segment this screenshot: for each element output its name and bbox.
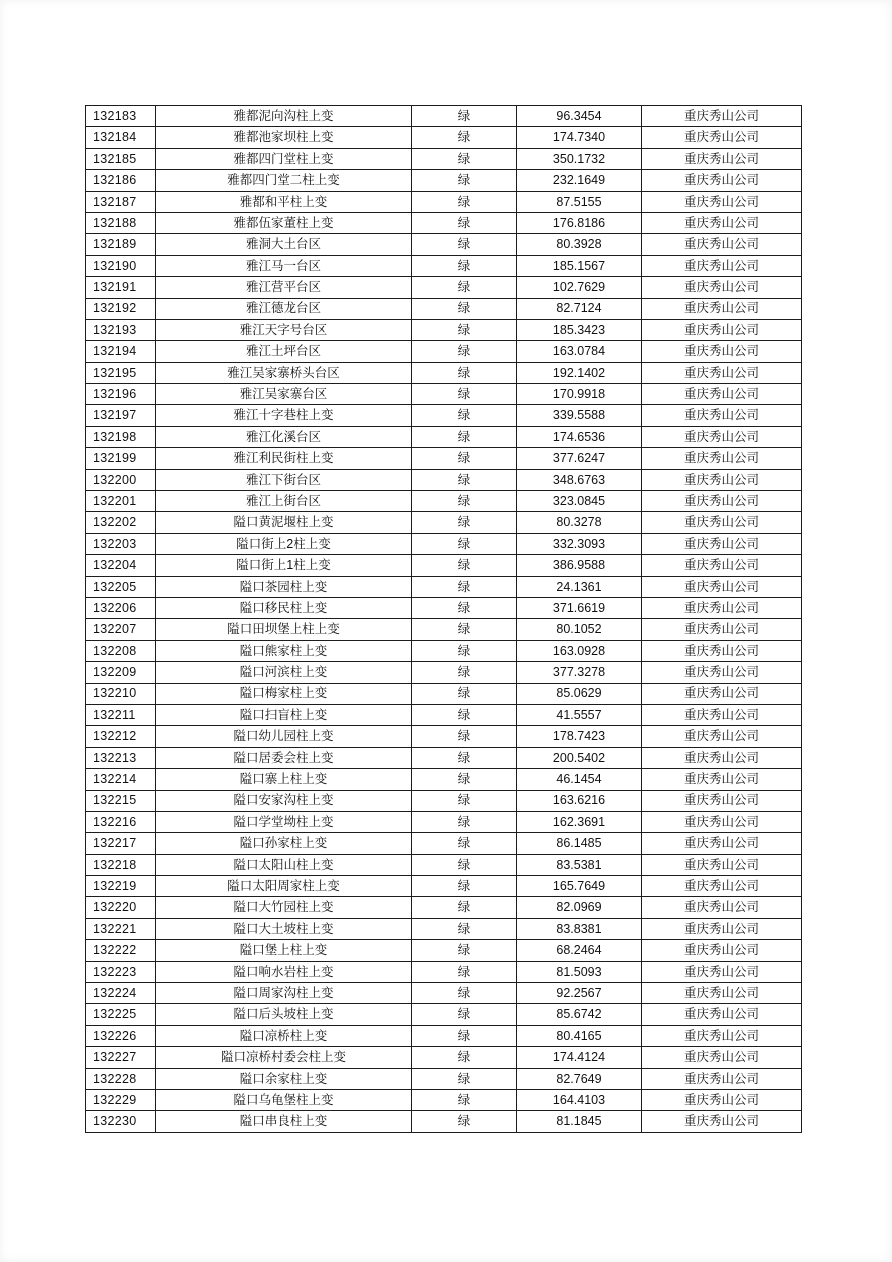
cell-status: 绿	[412, 1068, 517, 1089]
table-row	[86, 640, 802, 661]
table-row	[86, 555, 802, 576]
cell-name: 隘口太阳周家柱上变	[156, 876, 412, 897]
cell-status: 绿	[412, 1004, 517, 1025]
cell-name: 雅都池家坝柱上变	[156, 127, 412, 148]
cell-status: 绿	[412, 191, 517, 212]
cell-id: 132207	[86, 619, 156, 640]
cell-company: 重庆秀山公司	[642, 469, 802, 490]
cell-company: 重庆秀山公司	[642, 234, 802, 255]
table-row	[86, 876, 802, 897]
cell-value: 80.3278	[517, 512, 642, 533]
cell-company: 重庆秀山公司	[642, 619, 802, 640]
cell-company: 重庆秀山公司	[642, 426, 802, 447]
cell-status: 绿	[412, 341, 517, 362]
cell-company: 重庆秀山公司	[642, 298, 802, 319]
cell-name: 隘口凉桥柱上变	[156, 1025, 412, 1046]
cell-company: 重庆秀山公司	[642, 533, 802, 554]
cell-name: 隘口响水岩柱上变	[156, 961, 412, 982]
cell-company: 重庆秀山公司	[642, 1111, 802, 1132]
cell-company: 重庆秀山公司	[642, 747, 802, 768]
table-row	[86, 491, 802, 512]
cell-value: 339.5588	[517, 405, 642, 426]
cell-company: 重庆秀山公司	[642, 876, 802, 897]
cell-status: 绿	[412, 1089, 517, 1110]
cell-company: 重庆秀山公司	[642, 491, 802, 512]
table-row	[86, 148, 802, 169]
table-row	[86, 426, 802, 447]
cell-status: 绿	[412, 683, 517, 704]
cell-value: 96.3454	[517, 106, 642, 127]
cell-name: 隘口后头坡柱上变	[156, 1004, 412, 1025]
cell-name: 雅都四门堂二柱上变	[156, 170, 412, 191]
cell-status: 绿	[412, 854, 517, 875]
cell-status: 绿	[412, 1111, 517, 1132]
cell-id: 132215	[86, 790, 156, 811]
cell-name: 雅都和平柱上变	[156, 191, 412, 212]
cell-company: 重庆秀山公司	[642, 918, 802, 939]
cell-value: 46.1454	[517, 769, 642, 790]
cell-company: 重庆秀山公司	[642, 319, 802, 340]
cell-value: 174.7340	[517, 127, 642, 148]
cell-status: 绿	[412, 362, 517, 383]
table-row	[86, 1068, 802, 1089]
table-body	[86, 106, 802, 1133]
cell-id: 132214	[86, 769, 156, 790]
cell-status: 绿	[412, 384, 517, 405]
cell-company: 重庆秀山公司	[642, 255, 802, 276]
cell-status: 绿	[412, 961, 517, 982]
table-row	[86, 277, 802, 298]
cell-company: 重庆秀山公司	[642, 769, 802, 790]
cell-value: 377.6247	[517, 448, 642, 469]
cell-name: 隘口太阳山柱上变	[156, 854, 412, 875]
cell-company: 重庆秀山公司	[642, 854, 802, 875]
cell-id: 132213	[86, 747, 156, 768]
table-row	[86, 234, 802, 255]
cell-id: 132225	[86, 1004, 156, 1025]
table-row	[86, 298, 802, 319]
cell-id: 132187	[86, 191, 156, 212]
cell-name: 隘口大土坡柱上变	[156, 918, 412, 939]
cell-id: 132205	[86, 576, 156, 597]
cell-id: 132211	[86, 704, 156, 725]
cell-name: 隘口黄泥堰柱上变	[156, 512, 412, 533]
cell-company: 重庆秀山公司	[642, 1025, 802, 1046]
cell-name: 雅都四门堂柱上变	[156, 148, 412, 169]
cell-value: 178.7423	[517, 726, 642, 747]
cell-status: 绿	[412, 1025, 517, 1046]
cell-id: 132212	[86, 726, 156, 747]
cell-value: 163.0784	[517, 341, 642, 362]
cell-name: 隘口茶园柱上变	[156, 576, 412, 597]
cell-name: 隘口梅家柱上变	[156, 683, 412, 704]
cell-id: 132183	[86, 106, 156, 127]
cell-status: 绿	[412, 1047, 517, 1068]
cell-value: 85.0629	[517, 683, 642, 704]
cell-id: 132227	[86, 1047, 156, 1068]
table-row	[86, 1004, 802, 1025]
table-row	[86, 940, 802, 961]
cell-id: 132226	[86, 1025, 156, 1046]
cell-status: 绿	[412, 277, 517, 298]
table-row	[86, 619, 802, 640]
cell-id: 132196	[86, 384, 156, 405]
cell-status: 绿	[412, 106, 517, 127]
cell-name: 隘口田坝堡上柱上变	[156, 619, 412, 640]
table-row	[86, 106, 802, 127]
cell-name: 雅江土坪台区	[156, 341, 412, 362]
cell-company: 重庆秀山公司	[642, 983, 802, 1004]
cell-id: 132209	[86, 662, 156, 683]
table-row	[86, 854, 802, 875]
cell-name: 雅江化溪台区	[156, 426, 412, 447]
cell-name: 隘口学堂坳柱上变	[156, 811, 412, 832]
cell-id: 132201	[86, 491, 156, 512]
cell-company: 重庆秀山公司	[642, 790, 802, 811]
cell-value: 87.5155	[517, 191, 642, 212]
cell-status: 绿	[412, 790, 517, 811]
cell-company: 重庆秀山公司	[642, 1047, 802, 1068]
cell-value: 348.6763	[517, 469, 642, 490]
cell-id: 132228	[86, 1068, 156, 1089]
cell-status: 绿	[412, 619, 517, 640]
cell-value: 83.8381	[517, 918, 642, 939]
cell-status: 绿	[412, 148, 517, 169]
cell-name: 隘口移民柱上变	[156, 597, 412, 618]
cell-value: 170.9918	[517, 384, 642, 405]
table-row	[86, 576, 802, 597]
cell-company: 重庆秀山公司	[642, 106, 802, 127]
cell-value: 86.1485	[517, 833, 642, 854]
cell-id: 132223	[86, 961, 156, 982]
cell-value: 80.1052	[517, 619, 642, 640]
cell-name: 隘口熊家柱上变	[156, 640, 412, 661]
cell-value: 377.3278	[517, 662, 642, 683]
cell-value: 24.1361	[517, 576, 642, 597]
cell-value: 41.5557	[517, 704, 642, 725]
cell-status: 绿	[412, 747, 517, 768]
table-row	[86, 726, 802, 747]
cell-id: 132229	[86, 1089, 156, 1110]
table-row	[86, 790, 802, 811]
cell-status: 绿	[412, 512, 517, 533]
cell-name: 雅江利民街柱上变	[156, 448, 412, 469]
cell-id: 132185	[86, 148, 156, 169]
table-row	[86, 127, 802, 148]
cell-id: 132203	[86, 533, 156, 554]
cell-company: 重庆秀山公司	[642, 1068, 802, 1089]
cell-company: 重庆秀山公司	[642, 148, 802, 169]
cell-id: 132206	[86, 597, 156, 618]
cell-value: 185.3423	[517, 319, 642, 340]
cell-value: 82.7124	[517, 298, 642, 319]
cell-company: 重庆秀山公司	[642, 704, 802, 725]
cell-id: 132218	[86, 854, 156, 875]
cell-name: 隘口乌龟堡柱上变	[156, 1089, 412, 1110]
cell-value: 174.4124	[517, 1047, 642, 1068]
table-row	[86, 961, 802, 982]
cell-name: 隘口串良柱上变	[156, 1111, 412, 1132]
table-row	[86, 769, 802, 790]
cell-value: 80.4165	[517, 1025, 642, 1046]
cell-company: 重庆秀山公司	[642, 897, 802, 918]
cell-value: 323.0845	[517, 491, 642, 512]
cell-value: 332.3093	[517, 533, 642, 554]
cell-status: 绿	[412, 448, 517, 469]
cell-status: 绿	[412, 769, 517, 790]
table-row	[86, 341, 802, 362]
cell-name: 隘口安家沟柱上变	[156, 790, 412, 811]
cell-name: 隘口扫盲柱上变	[156, 704, 412, 725]
cell-company: 重庆秀山公司	[642, 448, 802, 469]
cell-company: 重庆秀山公司	[642, 212, 802, 233]
cell-value: 386.9588	[517, 555, 642, 576]
cell-value: 165.7649	[517, 876, 642, 897]
cell-id: 132200	[86, 469, 156, 490]
table-row	[86, 833, 802, 854]
table-row	[86, 811, 802, 832]
cell-value: 80.3928	[517, 234, 642, 255]
cell-name: 雅都泥向沟柱上变	[156, 106, 412, 127]
cell-status: 绿	[412, 597, 517, 618]
cell-name: 隘口堡上柱上变	[156, 940, 412, 961]
table-row	[86, 512, 802, 533]
cell-status: 绿	[412, 940, 517, 961]
cell-name: 雅江下街台区	[156, 469, 412, 490]
cell-value: 200.5402	[517, 747, 642, 768]
cell-name: 隘口居委会柱上变	[156, 747, 412, 768]
cell-value: 185.1567	[517, 255, 642, 276]
cell-status: 绿	[412, 127, 517, 148]
cell-value: 92.2567	[517, 983, 642, 1004]
cell-company: 重庆秀山公司	[642, 512, 802, 533]
table-row	[86, 191, 802, 212]
cell-company: 重庆秀山公司	[642, 811, 802, 832]
cell-name: 雅江马一台区	[156, 255, 412, 276]
cell-id: 132208	[86, 640, 156, 661]
cell-company: 重庆秀山公司	[642, 341, 802, 362]
cell-value: 162.3691	[517, 811, 642, 832]
cell-value: 163.6216	[517, 790, 642, 811]
table-row	[86, 1089, 802, 1110]
cell-value: 85.6742	[517, 1004, 642, 1025]
cell-company: 重庆秀山公司	[642, 640, 802, 661]
cell-name: 隘口寨上柱上变	[156, 769, 412, 790]
table-row	[86, 170, 802, 191]
cell-status: 绿	[412, 662, 517, 683]
table-row	[86, 1047, 802, 1068]
cell-name: 隘口周家沟柱上变	[156, 983, 412, 1004]
cell-company: 重庆秀山公司	[642, 940, 802, 961]
cell-name: 隘口凉桥村委会柱上变	[156, 1047, 412, 1068]
cell-id: 132224	[86, 983, 156, 1004]
cell-id: 132197	[86, 405, 156, 426]
cell-id: 132202	[86, 512, 156, 533]
cell-name: 隘口孙家柱上变	[156, 833, 412, 854]
cell-value: 350.1732	[517, 148, 642, 169]
cell-id: 132217	[86, 833, 156, 854]
cell-id: 132216	[86, 811, 156, 832]
cell-company: 重庆秀山公司	[642, 597, 802, 618]
cell-value: 82.7649	[517, 1068, 642, 1089]
cell-value: 68.2464	[517, 940, 642, 961]
table-row	[86, 533, 802, 554]
cell-company: 重庆秀山公司	[642, 961, 802, 982]
cell-status: 绿	[412, 876, 517, 897]
cell-company: 重庆秀山公司	[642, 384, 802, 405]
cell-company: 重庆秀山公司	[642, 191, 802, 212]
cell-value: 81.5093	[517, 961, 642, 982]
cell-id: 132190	[86, 255, 156, 276]
cell-company: 重庆秀山公司	[642, 833, 802, 854]
cell-company: 重庆秀山公司	[642, 1089, 802, 1110]
cell-id: 132195	[86, 362, 156, 383]
cell-company: 重庆秀山公司	[642, 277, 802, 298]
cell-company: 重庆秀山公司	[642, 555, 802, 576]
cell-value: 82.0969	[517, 897, 642, 918]
table-row	[86, 597, 802, 618]
cell-company: 重庆秀山公司	[642, 127, 802, 148]
cell-value: 163.0928	[517, 640, 642, 661]
cell-status: 绿	[412, 255, 517, 276]
cell-name: 雅洞大土台区	[156, 234, 412, 255]
cell-status: 绿	[412, 576, 517, 597]
cell-name: 雅江德龙台区	[156, 298, 412, 319]
cell-status: 绿	[412, 170, 517, 191]
table-row	[86, 662, 802, 683]
cell-id: 132221	[86, 918, 156, 939]
cell-status: 绿	[412, 555, 517, 576]
table-row	[86, 405, 802, 426]
table-row	[86, 448, 802, 469]
cell-status: 绿	[412, 319, 517, 340]
cell-status: 绿	[412, 234, 517, 255]
table-row	[86, 1025, 802, 1046]
cell-name: 隘口河滨柱上变	[156, 662, 412, 683]
cell-name: 雅江天字号台区	[156, 319, 412, 340]
table-row	[86, 319, 802, 340]
cell-status: 绿	[412, 918, 517, 939]
cell-name: 隘口幼儿园柱上变	[156, 726, 412, 747]
cell-status: 绿	[412, 833, 517, 854]
cell-name: 隘口余家柱上变	[156, 1068, 412, 1089]
cell-id: 132210	[86, 683, 156, 704]
cell-company: 重庆秀山公司	[642, 1004, 802, 1025]
cell-company: 重庆秀山公司	[642, 405, 802, 426]
cell-value: 164.4103	[517, 1089, 642, 1110]
cell-id: 132222	[86, 940, 156, 961]
cell-value: 102.7629	[517, 277, 642, 298]
transformer-table	[85, 105, 802, 1133]
table-row	[86, 384, 802, 405]
cell-status: 绿	[412, 983, 517, 1004]
cell-name: 雅江吴家寨台区	[156, 384, 412, 405]
cell-id: 132191	[86, 277, 156, 298]
cell-value: 83.5381	[517, 854, 642, 875]
table-row	[86, 918, 802, 939]
cell-company: 重庆秀山公司	[642, 726, 802, 747]
table-row	[86, 362, 802, 383]
cell-company: 重庆秀山公司	[642, 662, 802, 683]
cell-value: 192.1402	[517, 362, 642, 383]
cell-value: 174.6536	[517, 426, 642, 447]
table-row	[86, 683, 802, 704]
cell-status: 绿	[412, 533, 517, 554]
cell-company: 重庆秀山公司	[642, 362, 802, 383]
cell-id: 132220	[86, 897, 156, 918]
cell-name: 隘口街上1柱上变	[156, 555, 412, 576]
cell-name: 雅江吴家寨桥头台区	[156, 362, 412, 383]
cell-name: 隘口大竹园柱上变	[156, 897, 412, 918]
cell-status: 绿	[412, 640, 517, 661]
cell-id: 132189	[86, 234, 156, 255]
cell-name: 隘口街上2柱上变	[156, 533, 412, 554]
cell-id: 132199	[86, 448, 156, 469]
cell-id: 132186	[86, 170, 156, 191]
table-row	[86, 212, 802, 233]
cell-id: 132193	[86, 319, 156, 340]
table-row	[86, 255, 802, 276]
cell-value: 232.1649	[517, 170, 642, 191]
cell-value: 176.8186	[517, 212, 642, 233]
cell-id: 132188	[86, 212, 156, 233]
cell-value: 81.1845	[517, 1111, 642, 1132]
cell-status: 绿	[412, 897, 517, 918]
cell-value: 371.6619	[517, 597, 642, 618]
cell-status: 绿	[412, 405, 517, 426]
cell-status: 绿	[412, 426, 517, 447]
cell-company: 重庆秀山公司	[642, 683, 802, 704]
cell-status: 绿	[412, 491, 517, 512]
table-row	[86, 704, 802, 725]
cell-status: 绿	[412, 811, 517, 832]
cell-name: 雅江十字巷柱上变	[156, 405, 412, 426]
cell-id: 132192	[86, 298, 156, 319]
cell-status: 绿	[412, 469, 517, 490]
cell-status: 绿	[412, 704, 517, 725]
cell-company: 重庆秀山公司	[642, 170, 802, 191]
table-row	[86, 1111, 802, 1132]
cell-company: 重庆秀山公司	[642, 576, 802, 597]
cell-name: 雅江营平台区	[156, 277, 412, 298]
cell-id: 132194	[86, 341, 156, 362]
cell-id: 132219	[86, 876, 156, 897]
cell-status: 绿	[412, 298, 517, 319]
cell-status: 绿	[412, 212, 517, 233]
cell-name: 雅江上街台区	[156, 491, 412, 512]
cell-status: 绿	[412, 726, 517, 747]
cell-id: 132204	[86, 555, 156, 576]
cell-name: 雅都伍家董柱上变	[156, 212, 412, 233]
cell-id: 132198	[86, 426, 156, 447]
table-row	[86, 747, 802, 768]
table-row	[86, 469, 802, 490]
cell-id: 132184	[86, 127, 156, 148]
table-row	[86, 983, 802, 1004]
cell-id: 132230	[86, 1111, 156, 1132]
table-row	[86, 897, 802, 918]
